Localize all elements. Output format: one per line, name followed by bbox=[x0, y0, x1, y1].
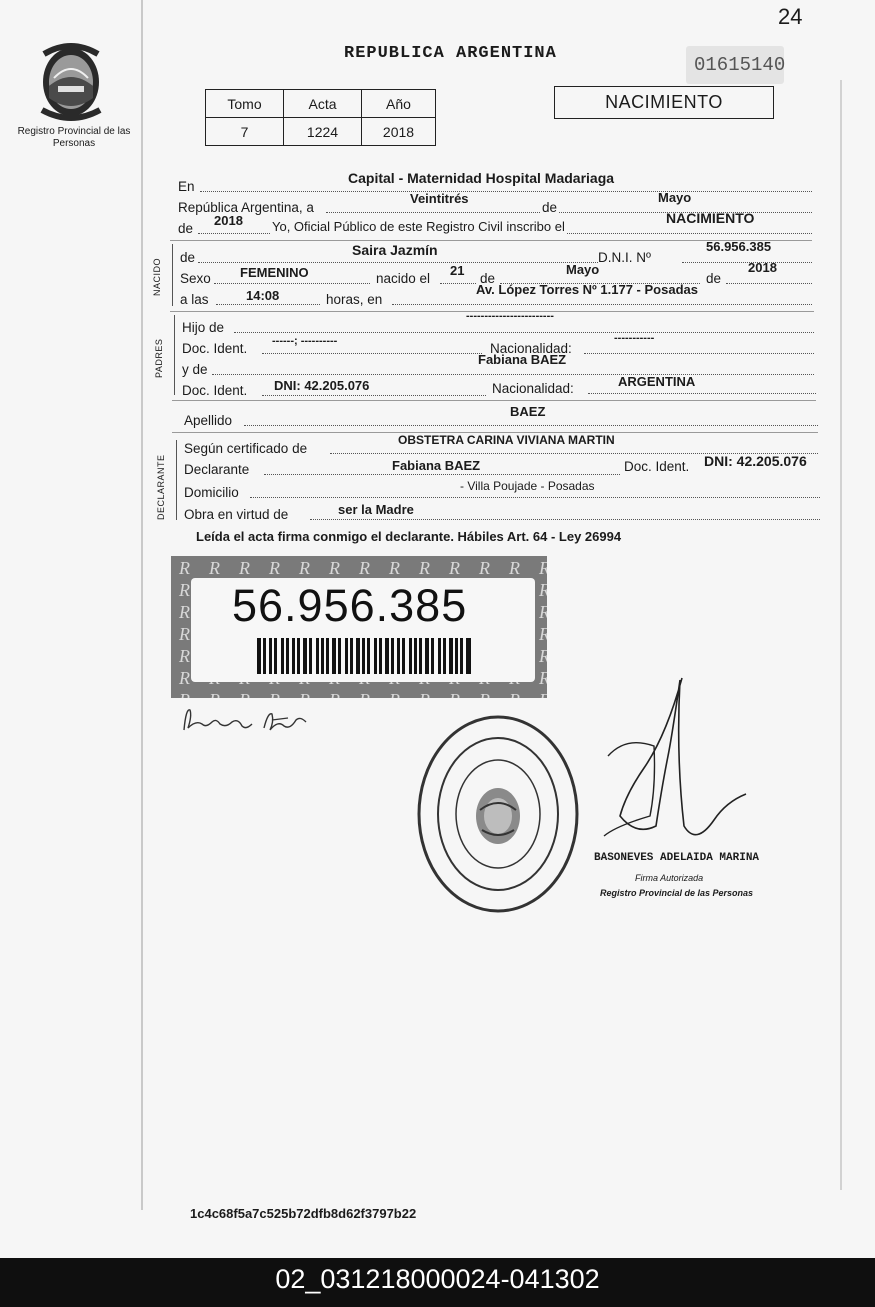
apellido-value: BAEZ bbox=[510, 404, 546, 419]
birth-year-value: 2018 bbox=[748, 260, 777, 275]
act-table-header-row bbox=[206, 90, 436, 118]
mother-nationality-value: ARGENTINA bbox=[618, 374, 696, 389]
header-tomo: Tomo bbox=[206, 90, 284, 118]
republica-label: República Argentina, a bbox=[178, 200, 314, 215]
act-reference-table bbox=[205, 89, 436, 146]
dotted-line bbox=[588, 393, 816, 394]
obra-label: Obra en virtud de bbox=[184, 507, 289, 522]
nacido-section-label: NACIDO bbox=[152, 257, 162, 296]
right-margin-line bbox=[840, 80, 842, 1190]
official-office: Registro Provincial de las Personas bbox=[600, 888, 754, 898]
dotted-line bbox=[250, 497, 820, 498]
certificate-value: OBSTETRA CARINA VIVIANA MARTIN bbox=[398, 433, 615, 447]
registry-label: Registro Provincial de las Personas bbox=[17, 126, 131, 149]
dni-label: D.N.I. Nº bbox=[598, 250, 651, 265]
dotted-line bbox=[584, 353, 814, 354]
de-label: de bbox=[180, 250, 196, 265]
year-value: 2018 bbox=[214, 213, 243, 228]
hijo-de-label: Hijo de bbox=[182, 320, 225, 335]
dotted-line bbox=[262, 395, 486, 396]
official-seal bbox=[416, 714, 580, 914]
mother-name-value: Fabiana BAEZ bbox=[478, 352, 567, 367]
official-signature bbox=[596, 676, 756, 856]
nacionalidad-label: Nacionalidad: bbox=[492, 381, 574, 396]
left-margin-line bbox=[141, 0, 143, 1210]
birth-month-value: Mayo bbox=[566, 262, 600, 277]
mother-doc-value: DNI: 42.205.076 bbox=[274, 378, 370, 393]
dotted-line bbox=[262, 353, 482, 354]
dotted-line bbox=[244, 425, 818, 426]
dotted-line bbox=[214, 283, 370, 284]
document-hash: 1c4c68f5a7c525b72dfb8d62f3797b22 bbox=[190, 1206, 417, 1221]
section-bracket bbox=[174, 315, 175, 395]
sexo-value: FEMENINO bbox=[240, 265, 309, 280]
dotted-line bbox=[726, 283, 812, 284]
de-label: de bbox=[542, 200, 558, 215]
declarante-section-label: DECLARANTE bbox=[156, 454, 166, 520]
declarante-doc-value: DNI: 42.205.076 bbox=[704, 453, 807, 469]
obra-value: ser la Madre bbox=[338, 502, 414, 517]
dotted-line bbox=[682, 262, 812, 263]
value-acta: 1224 bbox=[284, 118, 362, 146]
sexo-label: Sexo bbox=[180, 271, 211, 286]
dotted-line bbox=[264, 474, 620, 475]
act-type-box: NACIMIENTO bbox=[554, 86, 774, 119]
birth-time-value: 14:08 bbox=[246, 288, 280, 303]
horas-en-label: horas, en bbox=[326, 292, 383, 307]
header-acta: Acta bbox=[284, 90, 362, 118]
father-doc-value: ------; ---------- bbox=[272, 335, 338, 347]
declarant-signature bbox=[176, 700, 316, 740]
birth-day-value: 21 bbox=[450, 263, 465, 278]
page-number: 24 bbox=[778, 4, 803, 29]
dni-label-number: 56.956.385 bbox=[232, 580, 468, 631]
inscribed-type-value: NACIMIENTO bbox=[666, 210, 755, 226]
nacionalidad-label: Nacionalidad: bbox=[490, 341, 572, 356]
declarante-name-value: Fabiana BAEZ bbox=[392, 458, 481, 473]
doc-ident-label: Doc. Ident. bbox=[182, 383, 248, 398]
padres-section-label: PADRES bbox=[154, 338, 164, 378]
barcode-icon bbox=[257, 638, 471, 674]
section-bracket bbox=[172, 244, 173, 306]
act-table-value-row bbox=[206, 118, 436, 146]
de-label: de bbox=[178, 221, 194, 236]
month-value: Mayo bbox=[658, 190, 692, 205]
dotted-line bbox=[212, 374, 814, 375]
child-name-value: Saira Jazmín bbox=[352, 242, 438, 258]
place-value: Capital - Maternidad Hospital Madariaga bbox=[348, 170, 615, 186]
value-anio: 2018 bbox=[362, 118, 436, 146]
footer-code-bar: 02_031218000024-041302 bbox=[0, 1258, 875, 1307]
domicilio-value: - Villa Poujade - Posadas bbox=[460, 479, 595, 493]
coat-of-arms-icon bbox=[36, 38, 106, 122]
child-dni-value: 56.956.385 bbox=[706, 239, 772, 254]
father-name-value: ------------------------ bbox=[466, 310, 554, 322]
birth-address-value: Av. López Torres Nº 1.177 - Posadas bbox=[476, 282, 698, 297]
official-name: BASONEVES ADELAIDA MARINA bbox=[594, 852, 760, 864]
de-label: de bbox=[480, 271, 496, 286]
y-de-label: y de bbox=[182, 362, 208, 377]
apellido-label: Apellido bbox=[184, 413, 233, 428]
en-label: En bbox=[178, 179, 195, 194]
doc-ident-label: Doc. Ident. bbox=[182, 341, 248, 356]
declarante-label: Declarante bbox=[184, 462, 250, 477]
dotted-line bbox=[200, 191, 812, 192]
father-nationality-value: ----------- bbox=[614, 332, 655, 344]
doc-ident-label: Doc. Ident. bbox=[624, 459, 690, 474]
serial-number: 01615140 bbox=[686, 46, 784, 84]
de-label: de bbox=[706, 271, 722, 286]
a-las-label: a las bbox=[180, 292, 209, 307]
value-tomo: 7 bbox=[206, 118, 284, 146]
segun-certificado-label: Según certificado de bbox=[184, 441, 308, 456]
officer-text: Yo, Oficial Público de este Registro Civil inscribo el bbox=[272, 219, 565, 234]
official-role: Firma Autorizada bbox=[635, 873, 704, 883]
section-separator bbox=[172, 400, 816, 401]
section-bracket bbox=[176, 440, 177, 520]
dotted-line bbox=[440, 283, 476, 284]
nacido-el-label: nacido el bbox=[376, 271, 431, 286]
header-anio: Año bbox=[362, 90, 436, 118]
dotted-line bbox=[310, 519, 820, 520]
dotted-line bbox=[216, 304, 320, 305]
domicilio-label: Domicilio bbox=[184, 485, 239, 500]
country-heading: REPUBLICA ARGENTINA bbox=[344, 44, 557, 63]
dotted-line bbox=[234, 332, 814, 333]
closing-statement: Leída el acta firma conmigo el declarante. Hábiles Art. 64 - Ley 26994 bbox=[196, 529, 622, 544]
dotted-line bbox=[392, 304, 812, 305]
day-words-value: Veintitrés bbox=[410, 191, 469, 206]
dotted-line bbox=[198, 262, 598, 263]
